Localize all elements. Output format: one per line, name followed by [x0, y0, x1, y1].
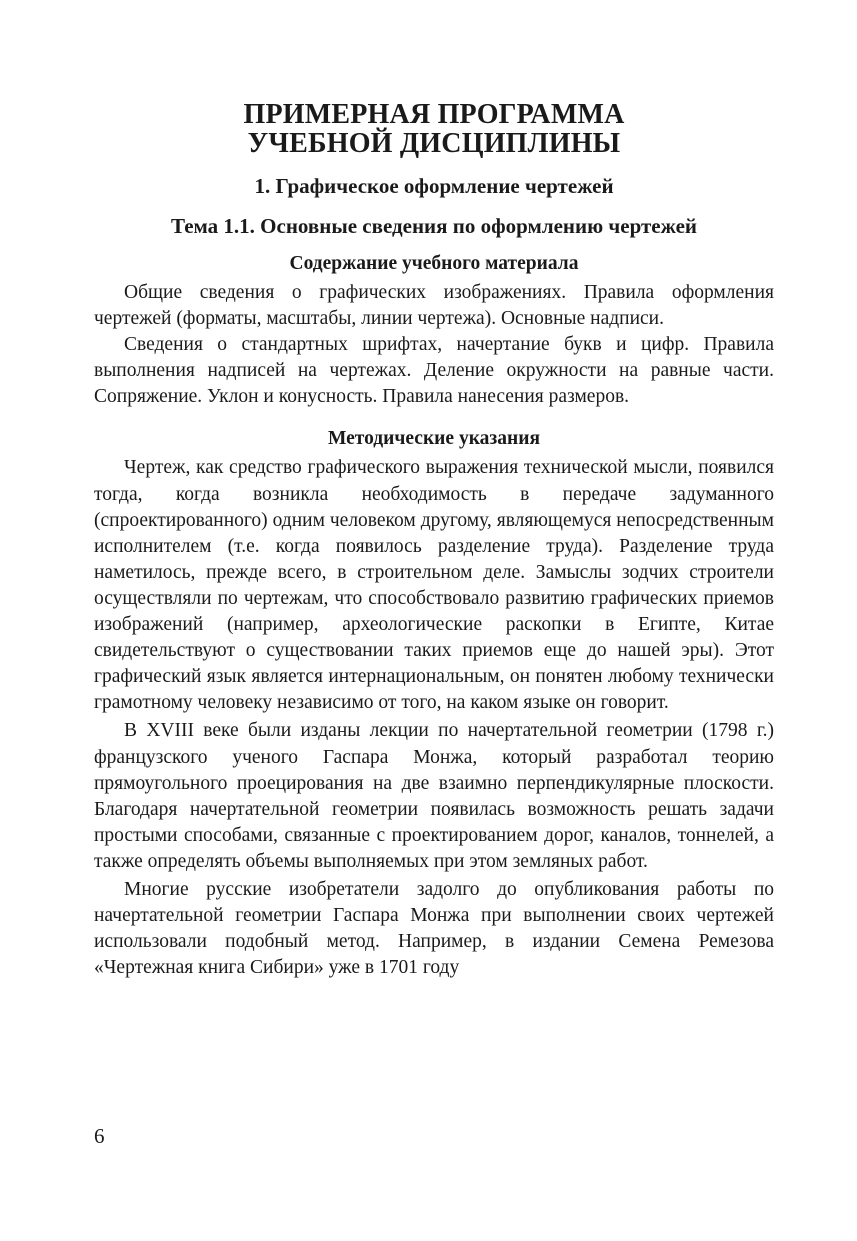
main-title [94, 100, 774, 158]
content-paragraph: Общие сведения о графических изображениях. Правила оформления чертежей (форматы, масштабы, линии чертежа). Основные надписи. [94, 282, 774, 330]
page-number: 6 [94, 1124, 105, 1148]
topic-title: Тема 1.1. Основные сведения по оформлению чертежей [170, 214, 697, 238]
methods-paragraph: В XVIII веке были изданы лекции по начертательной геометрии (1798 г.) французского ученого Гаспара Монжа, который разработал теорию прямоугольного проецирования на две взаимно перпендикулярные плоскости. Благодаря начертательной геометрии появилась возможность решать задачи простыми способами, связанные с проектированием дорог, каналов, тоннелей, а также определять объемы выполняемых при этом земляных работ. [94, 720, 774, 872]
content-heading: Содержание учебного материала [289, 253, 579, 274]
methods-heading: Методические указания [327, 428, 540, 450]
methods-paragraph: Многие русские изобретатели задолго до опубликования работы по начертательной геометрии Гаспара Монжа при выполнении своих чертежей использовали подобный метод. Например, в издании Семена Ремезова «Чертежная книга Сибири» уже в 1701 году [94, 878, 774, 979]
methods-paragraph: Чертеж, как средство графического выражения технической мысли, появился тогда, когда возникла необходимость в передаче задуманного (спроектированного) одним человеком другому, являющемуся непосредственным исполнителем (т.е. когда появилось разделение труда). Разделение труда наметилось, прежде всего, в строительном деле. Замыслы зодчих строители осуществляли по чертежам, что способствовало развитию графических приемов изображений (например, археологические раскопки в Египте, Китае свидетельствуют о существовании таких приемов еще до нашей эры). Этот графический язык является интернациональным, он понятен любому технически грамотному человеку независимо от того, на каком языке он говорит. [94, 457, 774, 714]
main-title-line-1: ПРИМЕРНАЯ ПРОГРАММА [243, 99, 625, 130]
section-title: 1. Графическое оформление чертежей [254, 174, 614, 198]
main-title-line-2: УЧЕБНОЙ ДИСЦИПЛИНЫ [247, 128, 621, 159]
page-content [94, 100, 774, 981]
content-paragraph: Сведения о стандартных шрифтах, начертание букв и цифр. Правила выполнения надписей на чертежах. Деление окружности на равные части. Сопряжение. Уклон и конусность. Правила нанесения размеров. [94, 334, 774, 408]
